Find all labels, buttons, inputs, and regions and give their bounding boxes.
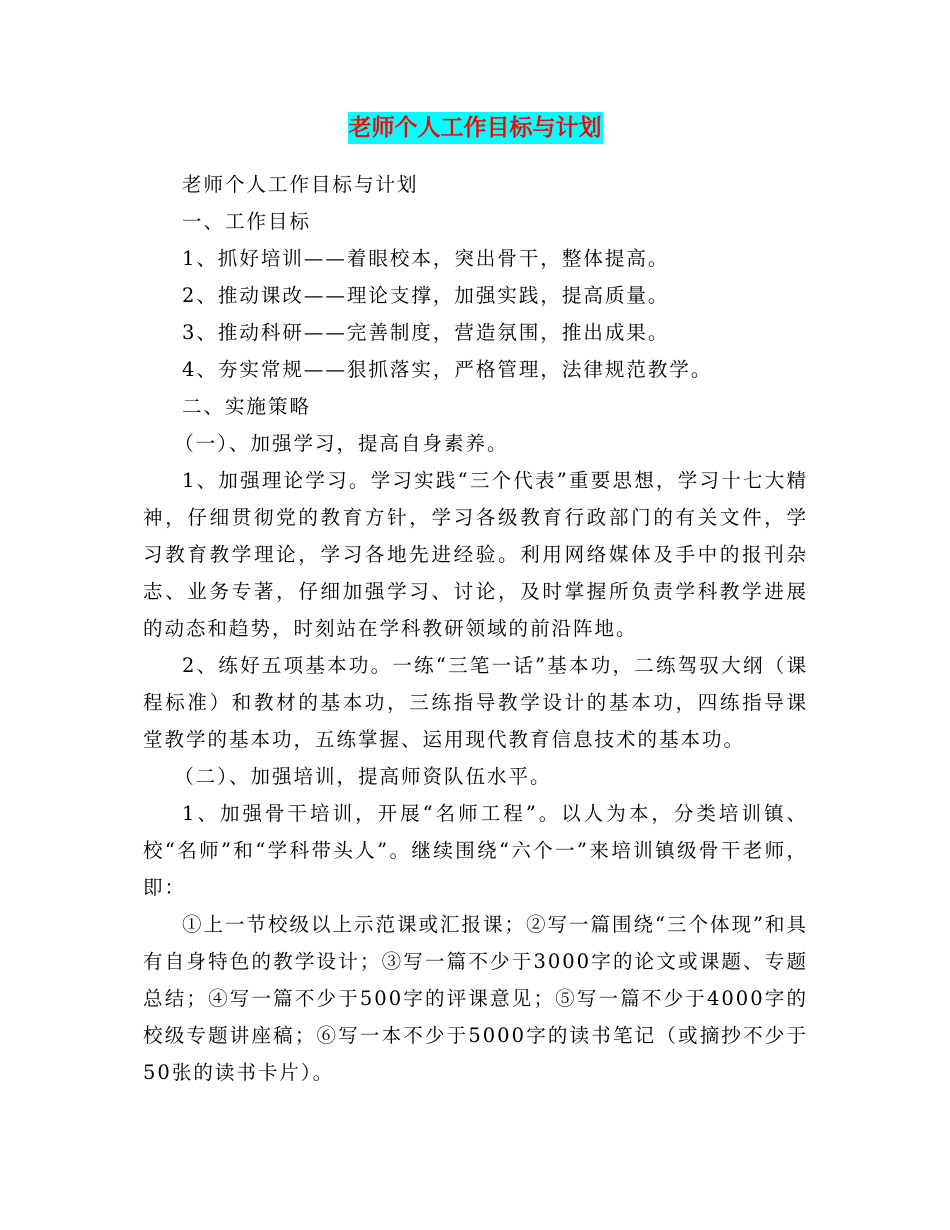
body-paragraph: 2、练好五项基本功。一练“三笔一话”基本功，二练驾驭大纲（课程标准）和教材的基本功，三练指导教学设计的基本功，四练指导课堂教学的基本功，五练掌握、运用现代教育信息技术的基本功。 — [143, 654, 808, 751]
body-paragraph: ①上一节校级以上示范课或汇报课；②写一篇围绕“三个体现”和具有自身特色的教学设计；③写一篇不少于3000字的论文或课题、专题总结；④写一篇不少于500字的评课意见；⑤写一篇不少于4000字的校级专题讲座稿；⑥写一本不少于5000字的读书笔记（或摘抄不少于50张的读书卡片）。 — [143, 913, 808, 1084]
title-container — [0, 112, 950, 144]
subsection-heading: （二）、加强培训，提高师资队伍水平。 — [174, 765, 552, 788]
goal-item: 3、推动科研——完善制度，营造氛围，推出成果。 — [182, 321, 670, 344]
subsection-heading: （一）、加强学习，提高自身素养。 — [174, 432, 509, 455]
document-body — [143, 166, 808, 1091]
section-heading-strategy: 二、实施策略 — [182, 395, 312, 418]
document-title: 老师个人工作目标与计划 — [348, 112, 603, 144]
body-paragraph: 1、加强骨干培训，开展“名师工程”。以人为本，分类培训镇、校“名师”和“学科带头人”。继续围绕“六个一”来培训镇级骨干老师，即： — [143, 802, 808, 899]
paragraph-heading: 老师个人工作目标与计划 — [182, 173, 419, 196]
goal-item: 1、抓好培训——着眼校本，突出骨干，整体提高。 — [182, 247, 670, 270]
section-heading-goals: 一、工作目标 — [182, 210, 312, 233]
body-paragraph: 1、加强理论学习。学习实践“三个代表”重要思想，学习十七大精神，仔细贯彻党的教育方针，学习各级教育行政部门的有关文件，学习教育教学理论，学习各地先进经验。利用网络媒体及手中的报刊杂志、业务专著，仔细加强学习、讨论，及时掌握所负责学科教学进展的动态和趋势，时刻站在学科教研领域的前沿阵地。 — [143, 469, 808, 640]
goal-item: 2、推动课改——理论支撑，加强实践，提高质量。 — [182, 284, 670, 307]
goal-item: 4、夯实常规——狠抓落实，严格管理，法律规范教学。 — [182, 358, 713, 381]
